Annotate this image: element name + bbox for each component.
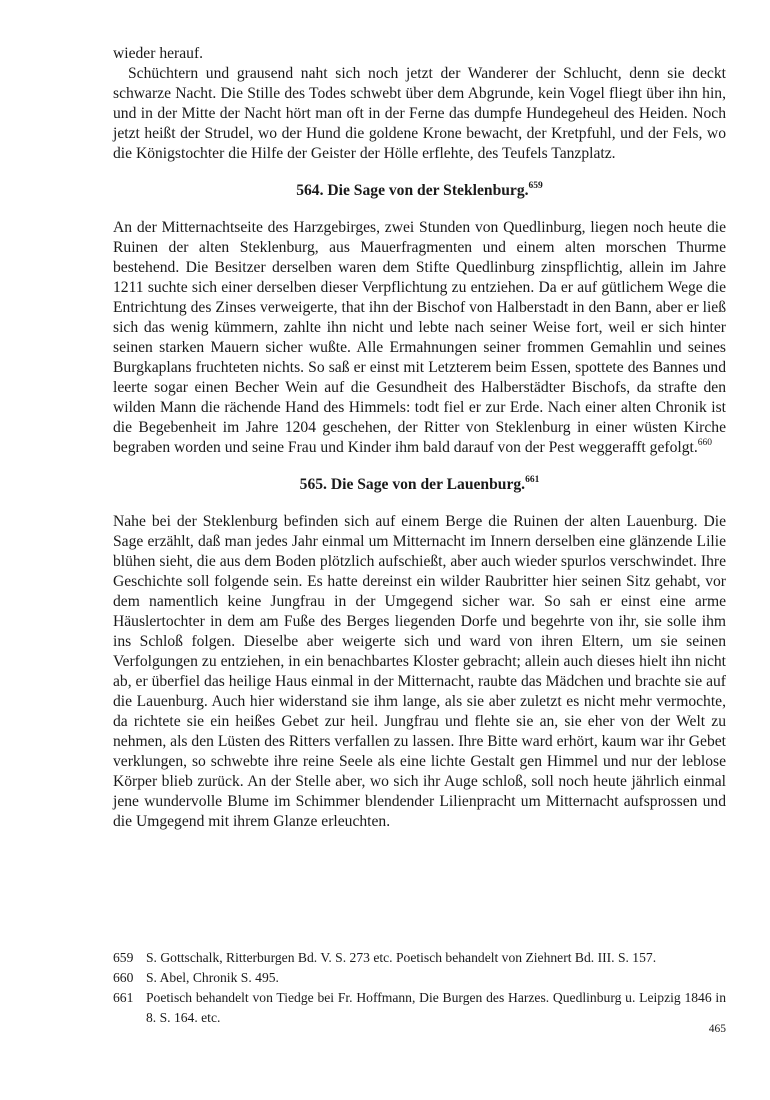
- footnote-text: Poetisch behandelt von Tiedge bei Fr. Hoffmann, Die Burgen des Harzes. Quedlinburg u. Leipzig 1846 in 8. S. 164. etc.: [146, 990, 726, 1025]
- footnote-660: [113, 968, 726, 988]
- section-body-564: [113, 218, 726, 458]
- footnote-ref-660[interactable]: 660: [697, 438, 712, 448]
- section-title-565: 565. Die Sage von der Lauenburg.: [299, 476, 526, 493]
- footnotes: [113, 948, 726, 1028]
- footnote-number: 661: [113, 990, 134, 1005]
- footnote-text: S. Abel, Chronik S. 495.: [146, 970, 279, 985]
- section-heading-565: [113, 475, 726, 495]
- page-number: 465: [708, 1023, 726, 1035]
- opening-paragraph: Schüchtern und grausend naht sich noch jetzt der Wanderer der Schlucht, denn sie deckt schwarze Nacht. Die Stille des Todes schwebt über dem Abgrunde, kein Vogel fliegt über ihn hin, und in der Mitte der Nacht hört man oft in der Ferne das dumpfe Hundegeheul des Heiden. Noch jetzt heißt der Strudel, wo der Hund die goldene Krone bewacht, der Kretpfuhl, und der Fels, wo die Königstochter die Hilfe der Geister der Hölle erflehte, des Teufels Tanzplatz.: [113, 65, 726, 162]
- section-body-565: Nahe bei der Steklenburg befinden sich auf einem Berge die Ruinen der alten Lauenburg. Die Sage erzählt, daß man jedes Jahr einmal um Mitternacht im Innern derselben eine glänzende Lilie blühen sieht, die aus dem Boden plötzlich aufschießt, aber auch wieder spurlos verschwindet. Ihre Geschichte soll folgende sein. Es hatte dereinst ein wilder Raubritter hier seinen Sitz gehabt, vor dem namentlich keine Jungfrau in der Umgegend sicher war. So sah er einst eine arme Häuslertochter in dem am Fuße des Berges liegenden Dorfe und begehrte von ihr, sie solle ihm ins Schloß folgen. Dieselbe aber weigerte sich und ward von ihren Eltern, um sie seinen Verfolgungen zu entziehen, in ein benachbartes Kloster gebracht; allein auch dieses hielt ihn nicht ab, er überfiel das heilige Haus einmal in der Mitternacht, raubte das Mädchen und brachte sie auf die Lauenburg. Auch hier widerstand sie ihm lange, als sie aber zuletzt es nicht mehr vermochte, da richtete sie ein heißes Gebet zur heil. Jungfrau und flehte sie an, sie eher von der Welt zu nehmen, als den Lüsten des Ritters verfallen zu lassen. Ihre Bitte ward erhört, kaum war ihr Gebet verklungen, so schwebte ihre reine Seele als eine lichte Gestalt gen Himmel und nur der leblose Körper blieb zurück. An der Stelle aber, wo sich ihr Auge schloß, soll noch heute jährlich einmal jene wundervolle Blume im Schimmer blendender Lilienpracht um Mitternacht aufsprossen und die Umgegend mit ihrem Glanze erleuchten.: [113, 513, 726, 830]
- section-title-564: 564. Die Sage von der Steklenburg.: [296, 182, 529, 199]
- section-heading-564: [113, 181, 726, 201]
- section-text-564: An der Mitternachtseite des Harzgebirges, zwei Stunden von Quedlinburg, liegen noch heute die Ruinen der alten Steklenburg, aus Mauerfragmenten und einem alten morschen Thurme bestehend. Die Besitzer derselben waren dem Stifte Quedlinburg zinspflichtig, allein im Jahre 1211 suchte sich einer derselben dieser Verpflichtung zu entziehen. Da er auf gütlichem Wege die Entrichtung des Zinses verweigerte, that ihn der Bischof von Halberstadt in den Bann, aber er ließ sich das wenig kümmern, zahlte ihn nicht und lebte nach seiner Weise fort, weil er sich hinter seinen starken Mauern sicher wußte. Alle Ermahnungen seiner frommen Gemahlin und seines Burgkaplans fruchteten nichts. So saß er einst mit Letzterem beim Essen, spottete des Bannes und leerte sogar einen Becher Wein auf die Gesundheit des Halberstädter Bischofs, da strafte den wilden Mann die rächende Hand des Himmels: todt fiel er zur Erde. Nach einer alten Chronik ist die Begebenheit im Jahre 1204 geschehen, der Ritter von Steklenburg in einer wüsten Kirche begraben worden und seine Frau und Kinder ihm bald darauf von der Pest weggerafft gefolgt.: [113, 219, 726, 456]
- footnote-text: S. Gottschalk, Ritterburgen Bd. V. S. 273 etc. Poetisch behandelt von Ziehnert Bd. III. S. 157.: [146, 950, 657, 965]
- opening-fragment: wieder herauf.: [113, 45, 204, 62]
- footnote-number: 660: [113, 970, 134, 985]
- page-body: [113, 44, 726, 832]
- footnote-ref-659[interactable]: 659: [528, 181, 543, 191]
- footnote-number: 659: [113, 950, 134, 965]
- footnote-661: [113, 988, 726, 1028]
- footnote-659: [113, 948, 726, 968]
- footnote-ref-661[interactable]: 661: [525, 475, 540, 485]
